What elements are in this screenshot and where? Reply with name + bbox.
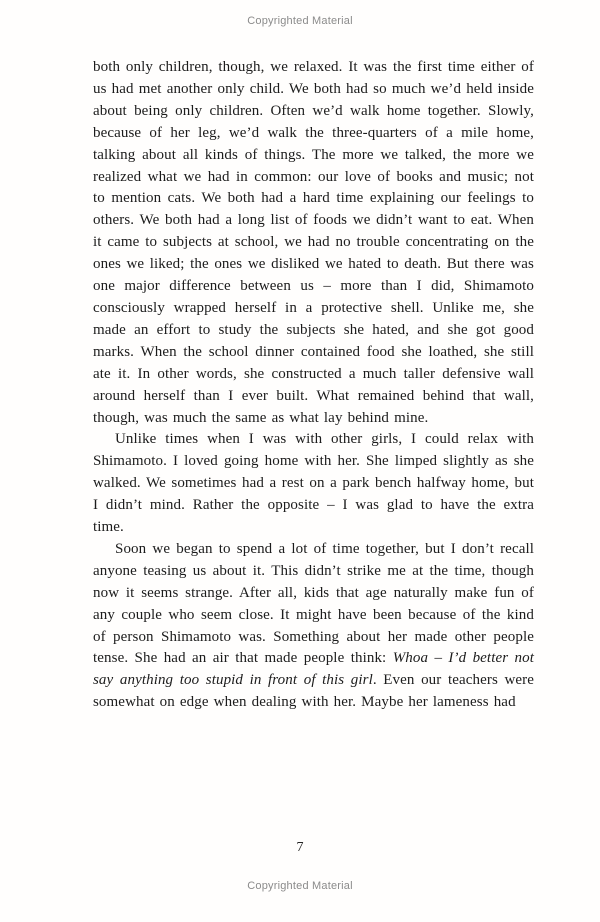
copyright-notice-top: Copyrighted Material — [247, 15, 353, 27]
text-segment-italic: Whoa – I’d better not say anything too stupid in front of this girl — [93, 650, 534, 689]
text-segment: both only children, though, we relaxed. It was the first time either of us had met another only child. We both had so much we’d held inside about being only children. Often we’d walk home together. Slowly, because of her leg, we’d walk the three-quarters of a mile home, talking about all kinds of things. The more we talked, the more we realized what we had in common: our love of books and music; not to mention cats. We both had a hard time explaining our feelings to others. We both had a long list of foods we didn’t want to eat. When it came to subjects at school, we had no trouble concentrating on the ones we liked; the ones we disliked we hated to death. But there was one major difference between us – more than I did, Shimamoto consciously wrapped herself in a protective shell. Unlike me, she made an effort to study the subjects she hated, and she got good marks. When the school dinner contained food she loathed, she still ate it. In other words, she constructed a much taller defensive wall around herself than I ever built. What remained behind that wall, though, was much the same as what lay behind mine. — [93, 59, 534, 426]
text-segment: . Even our teachers were somewhat on edge when dealing with her. Maybe her lameness had — [93, 672, 534, 711]
text-segment: Unlike times when I was with other girls, I could relax with Shimamoto. I loved going home with her. She limped slightly as she walked. We sometimes had a rest on a park bench halfway home, but I didn’t mind. Rather the opposite – I was glad to have the extra time. — [93, 431, 534, 536]
paragraph — [93, 57, 534, 429]
copyright-notice-bottom: Copyrighted Material — [247, 880, 353, 892]
text-segment: Soon we began to spend a lot of time together, but I don’t recall anyone teasing us about it. This didn’t strike me at the time, though now it seems strange. After all, kids that age naturally make fun of any couple who seem close. It might have been because of the kind of person Shimamoto was. Something about her made other people tense. She had an air that made people think: — [93, 540, 534, 667]
page-body — [93, 57, 534, 714]
page-number: 7 — [296, 840, 304, 855]
paragraph — [93, 429, 534, 539]
paragraph — [93, 539, 534, 714]
